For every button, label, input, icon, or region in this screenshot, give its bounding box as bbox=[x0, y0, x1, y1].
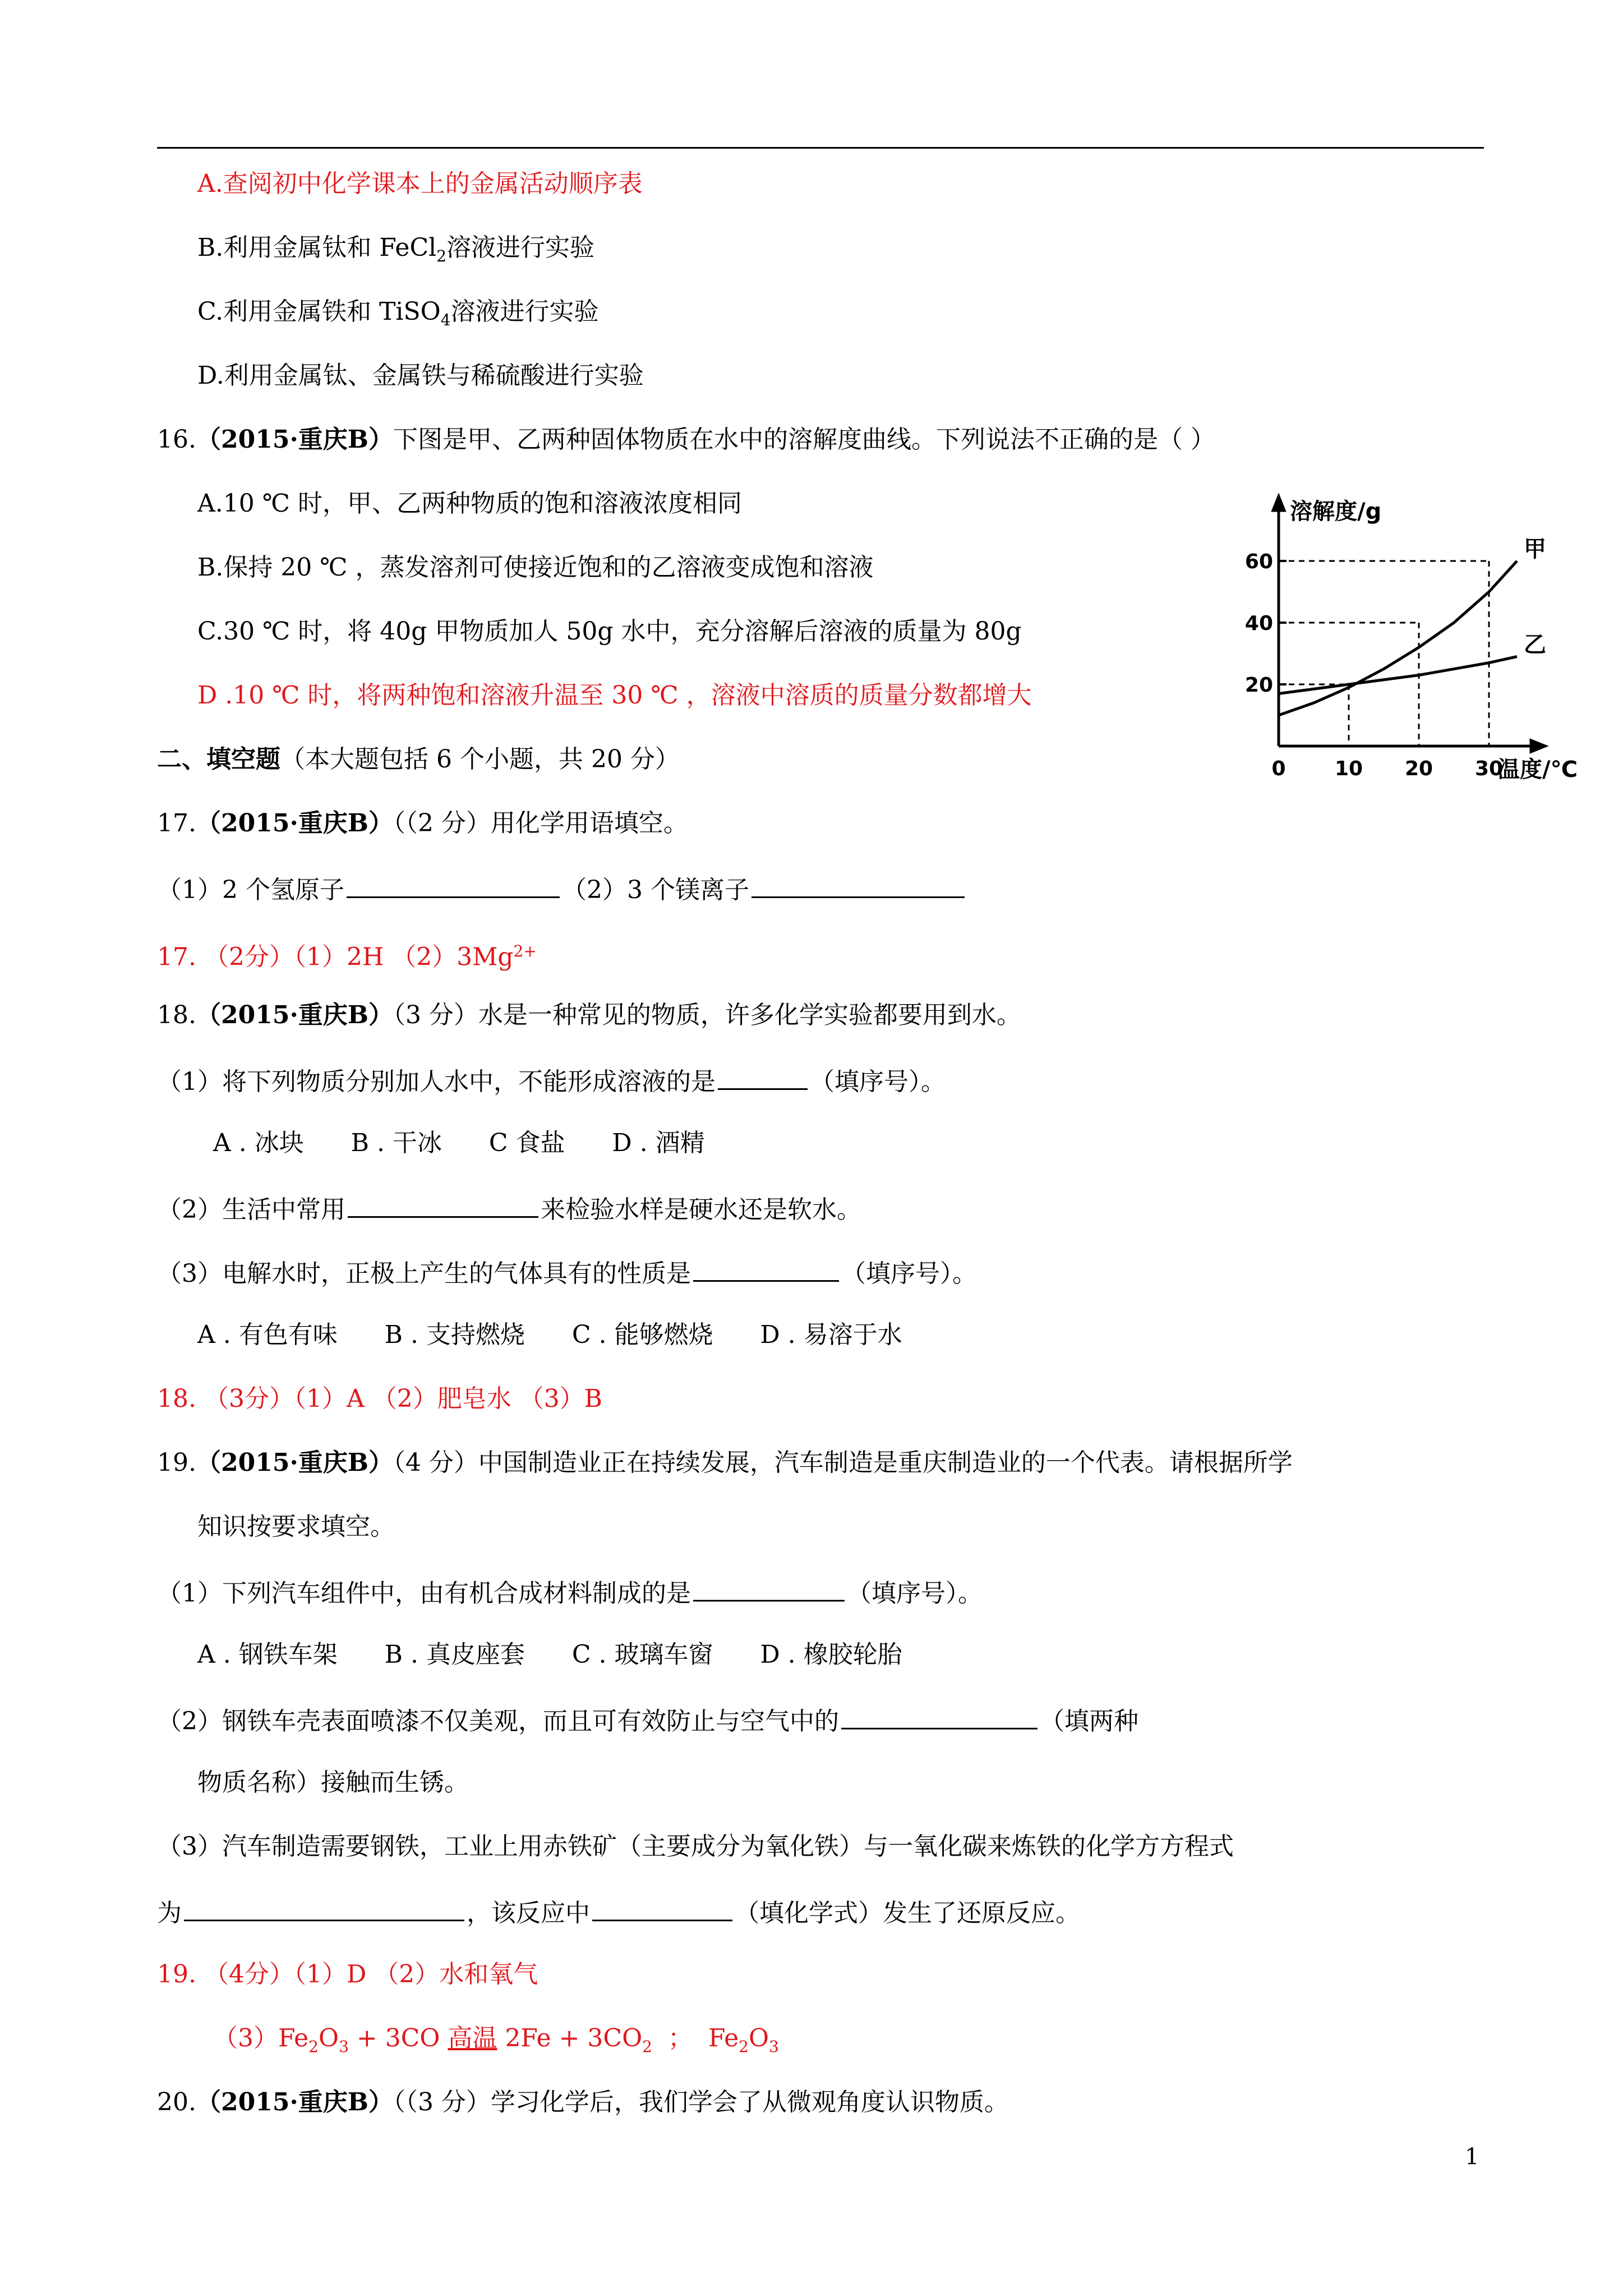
q18-part1: （1）将下列物质分别加人水中，不能形成溶液的是 （填序号）。 bbox=[157, 1064, 946, 1098]
answer-blank[interactable] bbox=[841, 1703, 1038, 1729]
q18-stem: 18.（2015·重庆B）（3 分）水是一种常见的物质，许多化学实验都要用到水。 bbox=[157, 1001, 1021, 1029]
q17-parts: （1）2 个氢原子 （2）3 个镁离子 bbox=[157, 872, 967, 906]
q19-answer-2: $(3)Fe_2O_3 + 3CO$ 高温 $2Fe + 3CO_2$ ； $Fe_2O_3$ bbox=[213, 2024, 779, 2056]
series-label: 甲 bbox=[1524, 536, 1546, 562]
q16-option-b: B.保持 20 ℃ ，蒸发溶剂可使接近饱和的乙溶液变成饱和溶液 bbox=[197, 553, 874, 582]
q17-stem: 17.（2015·重庆B）（（2 分）用化学用语填空。 bbox=[157, 809, 688, 838]
q19-part1-options: A . 钢铁车架 B . 真皮座套 C . 玻璃车窗 D . 橡胶轮胎 bbox=[197, 1640, 902, 1669]
answer-blank[interactable] bbox=[184, 1895, 464, 1921]
q15-option-c: C.利用金属铁和 TiSO$_4$溶液进行实验 bbox=[197, 297, 599, 329]
page-number: 1 bbox=[1465, 2144, 1479, 2170]
series-line-1 bbox=[1279, 561, 1517, 715]
answer-blank[interactable] bbox=[592, 1895, 732, 1921]
q18-answer: 18. （3分）（1）A （2）肥皂水 （3）B bbox=[157, 1384, 603, 1413]
solubility-chart bbox=[1234, 494, 1578, 785]
series-line-2 bbox=[1279, 657, 1517, 694]
q19-stem-cont: 知识按要求填空。 bbox=[197, 1512, 395, 1541]
x-tick-label: 20 bbox=[1404, 757, 1433, 780]
header-rule bbox=[157, 147, 1484, 149]
q18-part2: （2）生活中常用 来检验水样是硬水还是软水。 bbox=[157, 1191, 861, 1226]
y-axis-label: 溶解度/g bbox=[1290, 499, 1382, 524]
section2-heading: 二、填空题（本大题包括 6 个小题，共 20 分） bbox=[157, 745, 680, 774]
q19-part3-blanks: 为 ，该反应中 （填化学式）发生了还原反应。 bbox=[157, 1895, 1080, 1929]
q15-option-b: B.利用金属钛和 FeCl$_2$溶液进行实验 bbox=[197, 233, 595, 265]
q19-part1: （1）下列汽车组件中，由有机合成材料制成的是 （填序号）。 bbox=[157, 1575, 983, 1609]
x-axis-arrow bbox=[1531, 740, 1545, 752]
q15-option-a: A.查阅初中化学课本上的金属活动顺序表 bbox=[197, 169, 643, 198]
x-axis-label: 温度/℃ bbox=[1497, 757, 1578, 783]
x-tick-label: 30 bbox=[1474, 757, 1504, 780]
q19-part3: （3）汽车制造需要钢铁，工业上用赤铁矿（主要成分为氧化铁）与一氧化碳来炼铁的化学方方程式 bbox=[157, 1832, 1234, 1861]
q16-stem: 16.（2015·重庆B）下图是甲、乙两种固体物质在水中的溶解度曲线。下列说法不正确的是（ ） bbox=[157, 425, 1215, 454]
y-tick-label: 40 bbox=[1244, 612, 1273, 635]
y-axis-arrow bbox=[1273, 496, 1284, 510]
series-label: 乙 bbox=[1524, 632, 1546, 658]
answer-blank[interactable] bbox=[693, 1255, 839, 1282]
q19-stem: 19.（2015·重庆B）（4 分）中国制造业正在持续发展，汽车制造是重庆制造业的一个代表。请根据所学 bbox=[157, 1448, 1293, 1477]
answer-blank[interactable] bbox=[751, 872, 965, 898]
q18-part3: （3）电解水时，正极上产生的气体具有的性质是 （填序号）。 bbox=[157, 1255, 977, 1290]
q18-part1-options: A . 冰块 B . 干冰 C 食盐 D . 酒精 bbox=[213, 1129, 705, 1157]
answer-blank[interactable] bbox=[347, 872, 560, 898]
q19-answer-1: 19. （4分）（1）D （2）水和氧气 bbox=[157, 1960, 538, 1989]
answer-blank[interactable] bbox=[348, 1191, 538, 1218]
answer-blank[interactable] bbox=[718, 1064, 808, 1090]
q16-option-a: A.10 ℃ 时，甲、乙两种物质的饱和溶液浓度相同 bbox=[197, 489, 742, 518]
q19-part2-cont: 物质名称）接触而生锈。 bbox=[197, 1768, 469, 1797]
y-tick-label: 20 bbox=[1244, 674, 1273, 697]
y-tick-label: 60 bbox=[1244, 550, 1273, 573]
q15-option-d: D.利用金属钛、金属铁与稀硫酸进行实验 bbox=[197, 361, 644, 390]
x-tick-label: 0 bbox=[1271, 757, 1286, 780]
answer-blank[interactable] bbox=[693, 1575, 845, 1602]
x-tick-label: 10 bbox=[1334, 757, 1363, 780]
q20-stem: 20.（2015·重庆B）（（3 分）学习化学后，我们学会了从微观角度认识物质。 bbox=[157, 2088, 1009, 2116]
q17-answer: 17. （2分）（1）2H $(2)3Mg^{2+}$ bbox=[157, 942, 537, 972]
q18-part3-options: A . 有色有味 B . 支持燃烧 C . 能够燃烧 D . 易溶于水 bbox=[197, 1320, 902, 1349]
q16-option-d: D .10 ℃ 时，将两种饱和溶液升温至 30 ℃ ，溶液中溶质的质量分数都增大 bbox=[197, 681, 1032, 710]
q19-part2: （2）钢铁车壳表面喷漆不仅美观，而且可有效防止与空气中的 （填两种 bbox=[157, 1703, 1138, 1737]
q16-option-c: C.30 ℃ 时，将 40g 甲物质加人 50g 水中，充分溶解后溶液的质量为 80g bbox=[197, 617, 1022, 646]
